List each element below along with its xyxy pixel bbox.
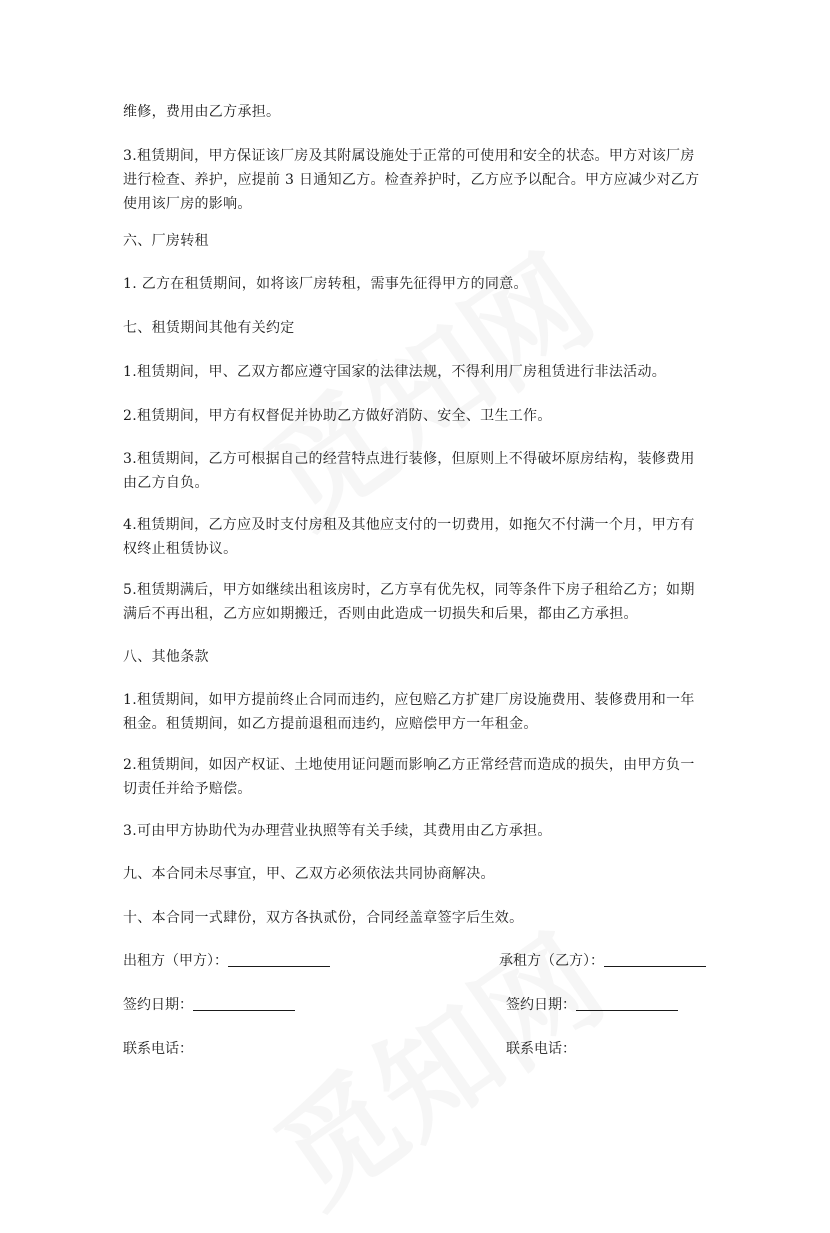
paragraph: 4.租赁期间，乙方应及时支付房租及其他应支付的一切费用，如拖欠不付满一个月，甲方有权终止租赁协议。 [123,517,695,557]
lessor-label: 出租方（甲方）： [123,953,228,969]
lessee-signature-field [499,949,706,973]
paragraph: 2.租赁期间，如因产权证、土地使用证问题而影响乙方正常经营而造成的损失，由甲方负一切责任并给予赔偿。 [123,757,695,797]
section-heading: 七、租赁期间其他有关约定 [123,320,295,336]
lessee-blank [604,950,706,967]
lessor-date-field [123,993,295,1017]
date-label: 签约日期： [506,997,576,1013]
phone-label: 联系电话： [123,1041,193,1057]
lessee-phone-field [506,1037,576,1061]
phone-label: 联系电话： [506,1041,576,1057]
paragraph: 十、本合同一式肆份，双方各执贰份，合同经盖章签字后生效。 [123,910,524,926]
paragraph: 1.租赁期间，如甲方提前终止合同而违约，应包赔乙方扩建厂房设施费用、装修费用和一年租金。租赁期间，如乙方提前退租而违约，应赔偿甲方一年租金。 [123,692,695,732]
section-heading: 六、厂房转租 [123,233,209,249]
section-heading: 八、其他条款 [123,649,209,665]
lessor-signature-field [123,949,330,973]
paragraph: 1. 乙方在租赁期间，如将该厂房转租，需事先征得甲方的同意。 [123,276,528,292]
paragraph: 3.可由甲方协助代为办理营业执照等有关手续，其费用由乙方承担。 [123,823,552,839]
lessor-blank [228,950,330,967]
date-label: 签约日期： [123,997,193,1013]
paragraph: 2.租赁期间，甲方有权督促并协助乙方做好消防、安全、卫生工作。 [123,408,552,424]
paragraph: 维修，费用由乙方承担。 [123,104,281,120]
date-blank [576,994,678,1011]
paragraph: 1.租赁期间，甲、乙双方都应遵守国家的法律法规，不得利用厂房租赁进行非法活动。 [123,364,667,380]
paragraph: 九、本合同未尽事宜，甲、乙双方必须依法共同协商解决。 [123,866,495,882]
paragraph: 3.租赁期间，甲方保证该厂房及其附属设施处于正常的可使用和安全的状态。甲方对该厂房进行检查、养护，应提前 3 日通知乙方。检查养护时，乙方应予以配合。甲方应减少对乙方使用该厂房的影响。 [123,148,700,212]
paragraph: 3.租赁期间，乙方可根据自己的经营特点进行装修，但原则上不得破坏原房结构，装修费用由乙方自负。 [123,451,695,491]
date-blank [193,994,295,1011]
paragraph: 5.租赁期满后，甲方如继续出租该房时，乙方享有优先权，同等条件下房子租给乙方；如期满后不再出租，乙方应如期搬迁，否则由此造成一切损失和后果，都由乙方承担。 [123,582,695,622]
lessor-phone-field [123,1037,193,1061]
lessee-label: 承租方（乙方）： [499,953,604,969]
lessee-date-field [506,993,678,1017]
